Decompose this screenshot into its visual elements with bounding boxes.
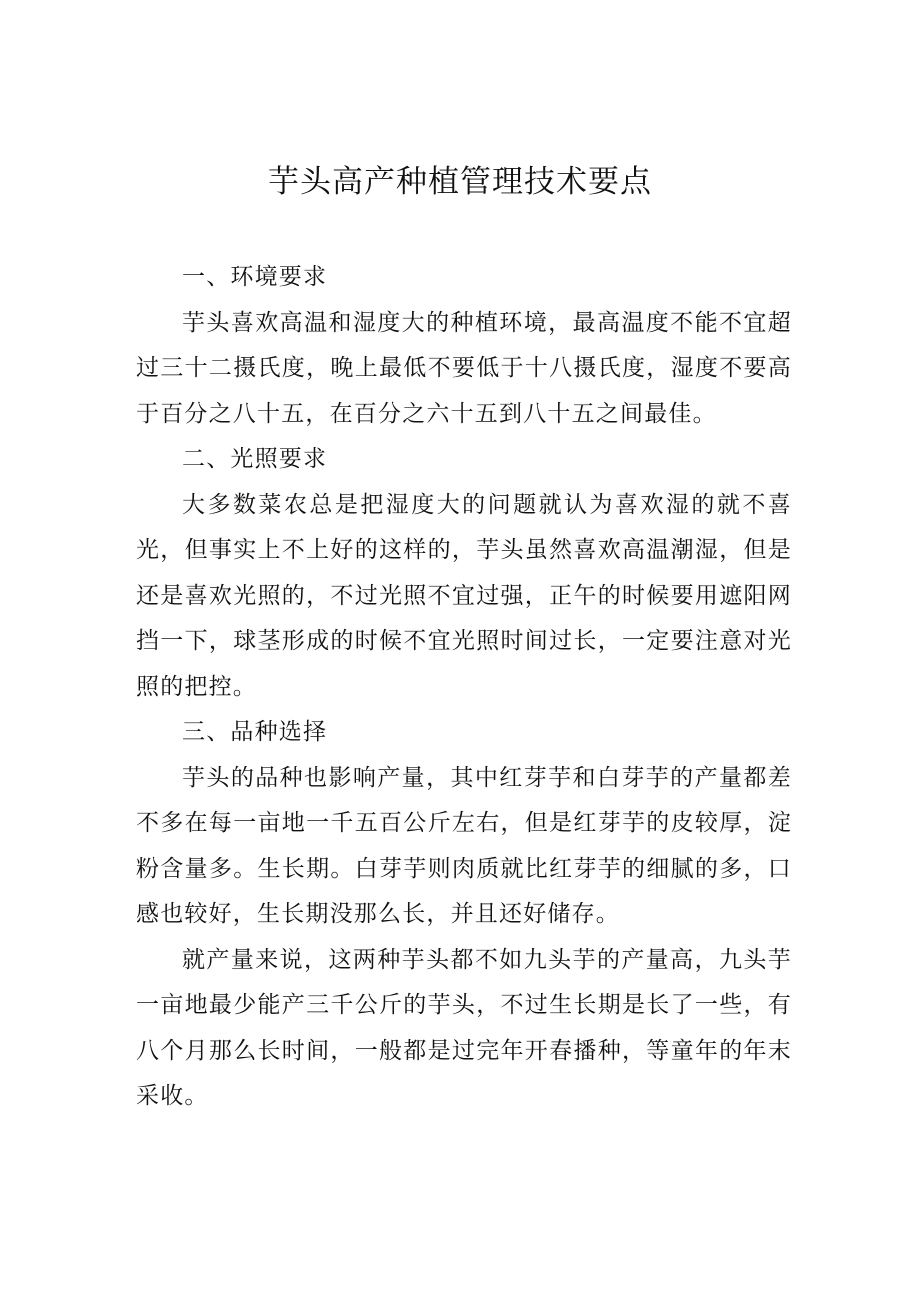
paragraph-lighting: 大多数菜农总是把湿度大的问题就认为喜欢湿的就不喜光，但事实上不上好的这样的，芋头虽然喜欢高温潮湿，但是还是喜欢光照的，不过光照不宜过强，正午的时候要用遮阳网挡一下，球茎形成的时候不宜光照时间过长，一定要注意对光照的把控。 xyxy=(136,491,792,700)
paragraph-variety-1: 芋头的品种也影响产量，其中红芽芋和白芽芋的产量都差不多在每一亩地一千五百公斤左右，但是红芽芋的皮较厚，淀粉含量多。生长期。白芽芋则肉质就比红芽芋的细腻的多，口感也较好，生长期没那么长，并且还好储存。 xyxy=(136,764,792,927)
paragraph-variety-2: 就产量来说，这两种芋头都不如九头芋的产量高，九头芋一亩地最少能产三千公斤的芋头，不过生长期是长了一些，有八个月那么长时间，一般都是过完年开春播种，等童年的年末采收。 xyxy=(136,946,792,1109)
section-heading-lighting: 二、光照要求 xyxy=(182,446,328,472)
section-heading-variety: 三、品种选择 xyxy=(182,719,328,745)
paragraph-environment: 芋头喜欢高温和湿度大的种植环境，最高温度不能不宜超过三十二摄氏度，晚上最低不要低于十八摄氏度，湿度不要高于百分之八十五，在百分之六十五到八十五之间最佳。 xyxy=(136,309,792,427)
section-heading-environment: 一、环境要求 xyxy=(182,264,328,290)
document-title: 芋头高产种植管理技术要点 xyxy=(268,164,652,200)
document-body xyxy=(136,255,792,1120)
